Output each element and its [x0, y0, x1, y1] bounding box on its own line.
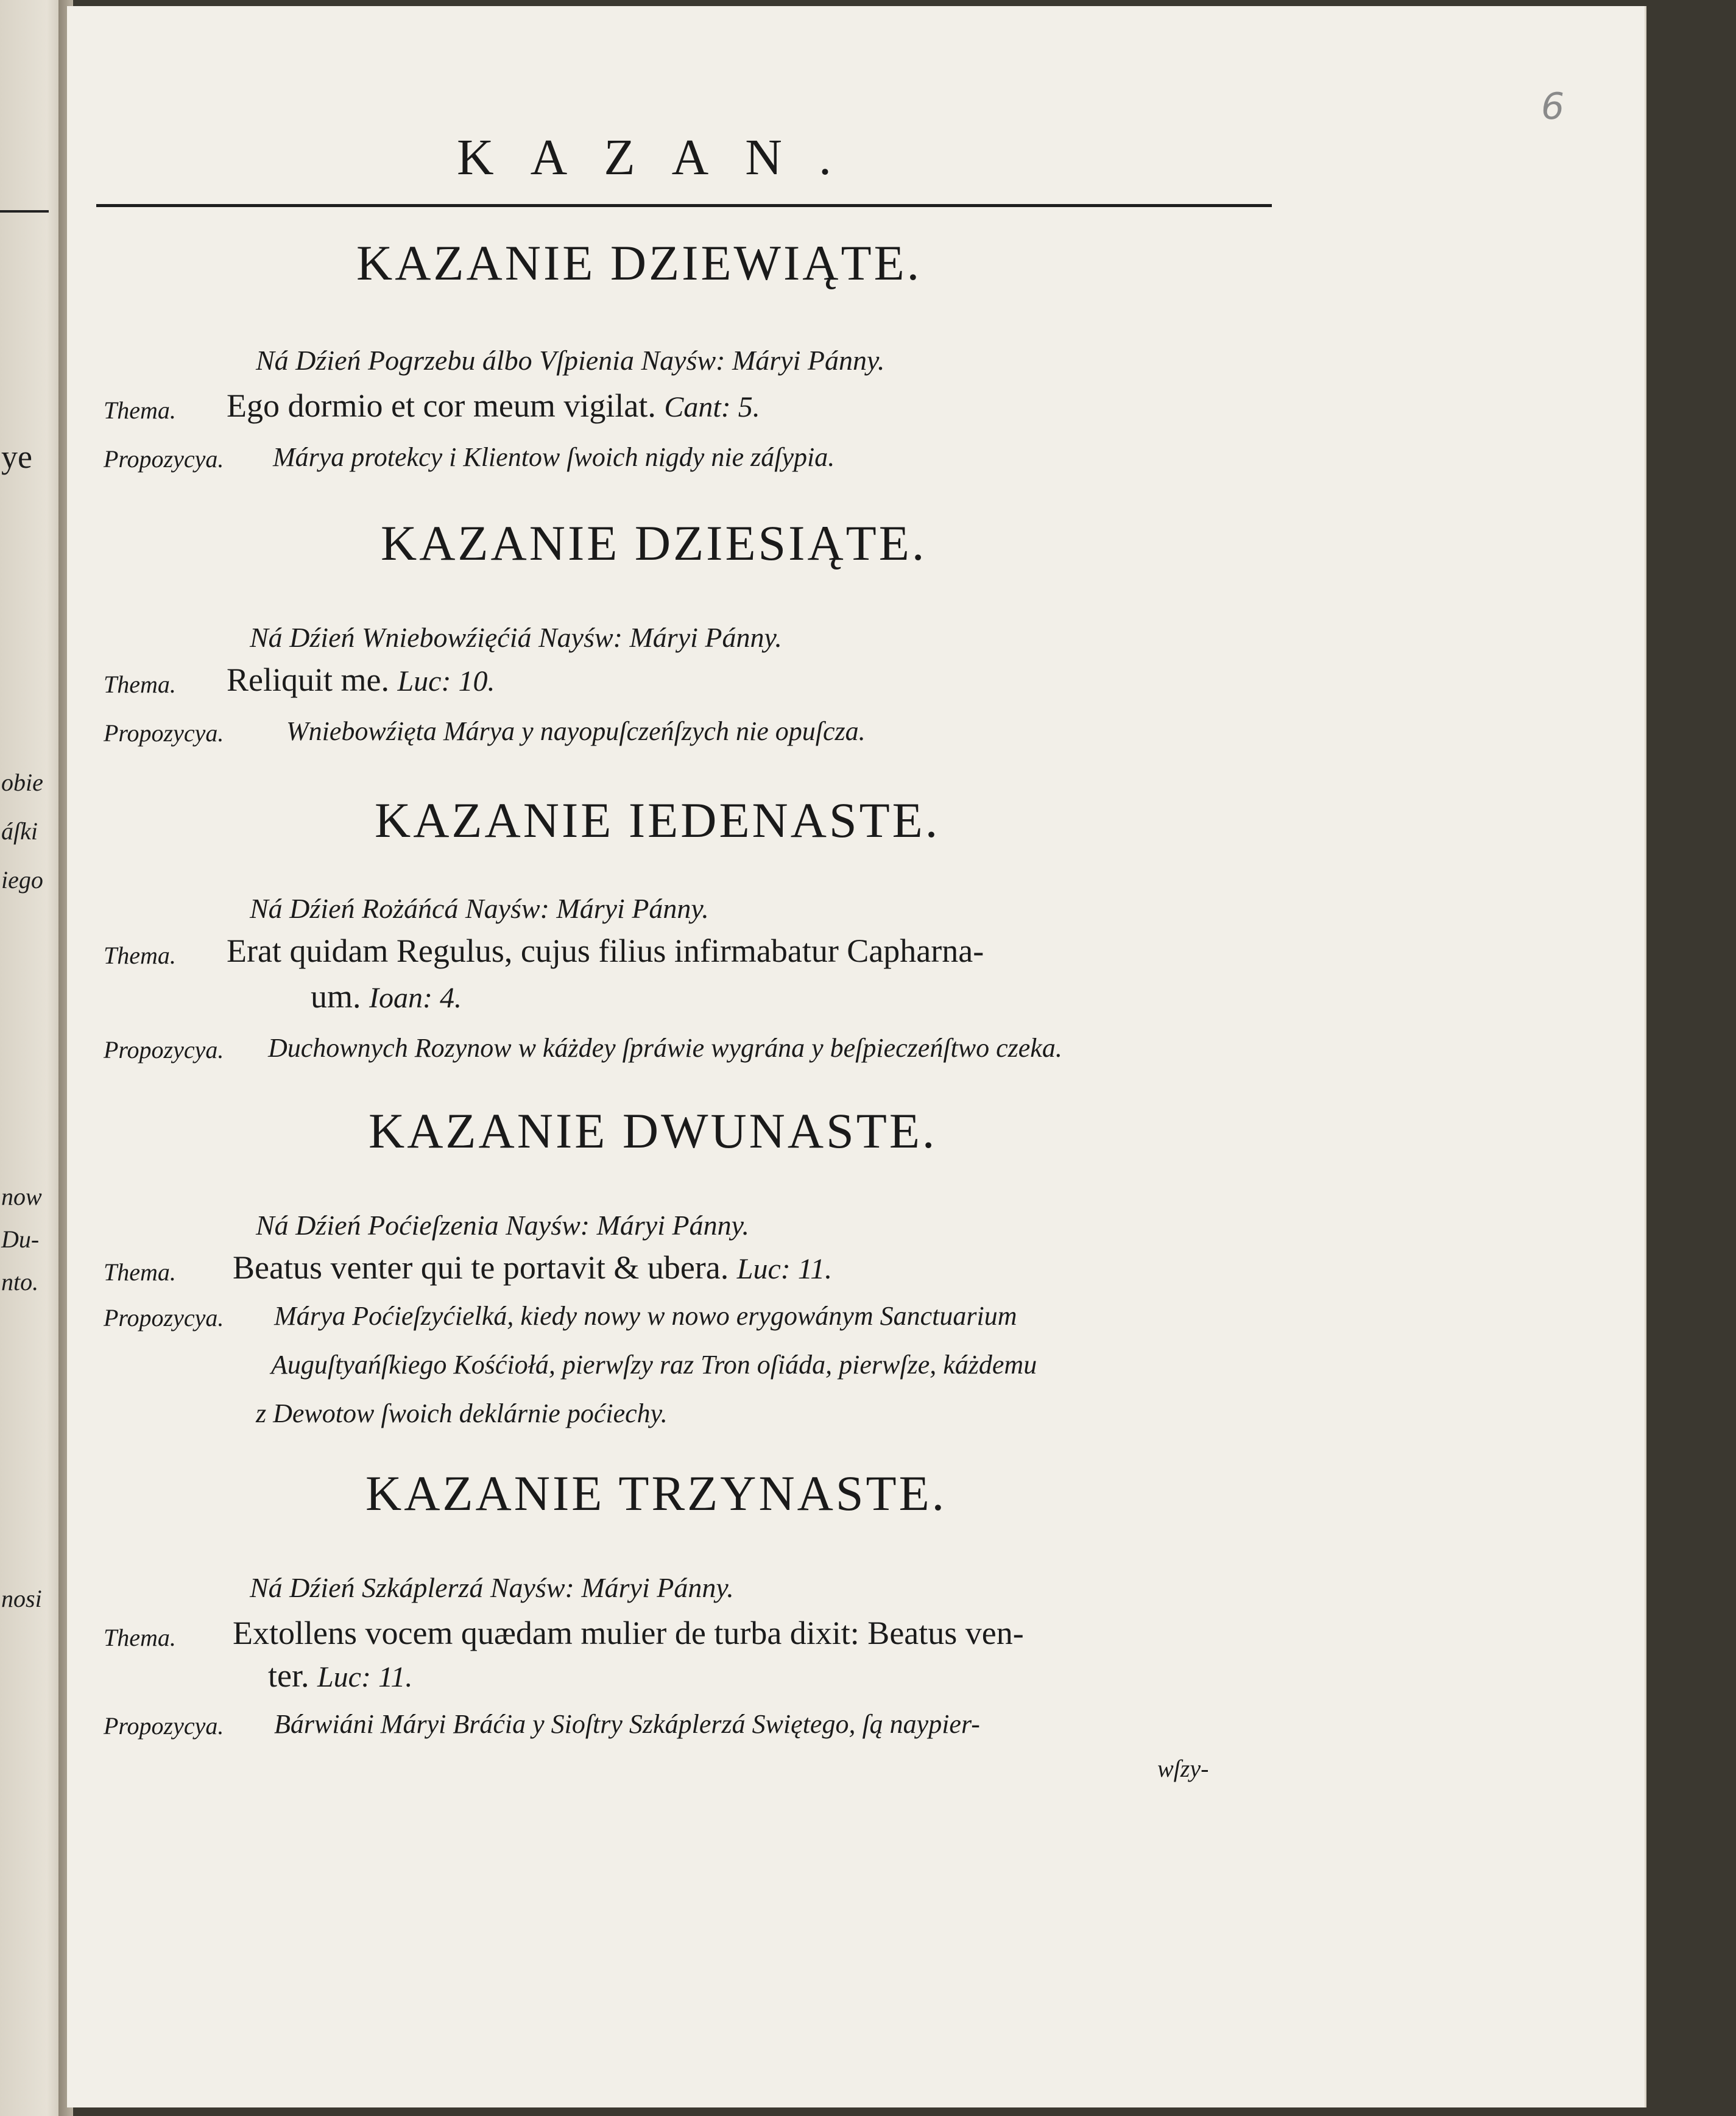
thema-line: ter.	[268, 1657, 309, 1694]
facing-page-rule	[0, 210, 49, 213]
propozycya-line: Márya Poćieſzyćielká, kiedy nowy w nowo erygowánym Sanctuarium	[274, 1301, 1017, 1331]
thema-line: Ego dormio et cor meum vigilat.	[227, 387, 656, 424]
sermon-feast: Ná Dźień Poćieſzenia Nayśw: Máryi Pánny.	[256, 1210, 749, 1241]
thema-reference: Luc: 11.	[736, 1253, 833, 1285]
sermon-title: KAZANIE DZIEWIĄTE.	[356, 235, 922, 291]
facing-page-edge	[0, 0, 67, 2116]
thema-reference: Luc: 11.	[317, 1661, 413, 1693]
facing-fragment: iego	[1, 866, 43, 894]
propozycya-line: Wniebowźięta Márya y nayopuſczeńſzych nie opuſcza.	[286, 716, 866, 746]
header-rule	[96, 204, 1272, 207]
propozycya-label: Propozycya.	[104, 1036, 224, 1063]
thema-line: Extollens vocem quædam mulier de turba dixit: Beatus ven-	[233, 1615, 1024, 1651]
thema-line: um.	[311, 978, 361, 1015]
facing-fragment: nto.	[1, 1268, 39, 1296]
thema-line: Erat quidam Regulus, cujus filius infirmabatur Capharna-	[227, 933, 984, 969]
sermon-title: KAZANIE IEDENASTE.	[375, 792, 940, 848]
thema-reference: Luc: 10.	[397, 665, 495, 697]
propozycya-label: Propozycya.	[104, 1304, 224, 1331]
thema-reference: Cant: 5.	[664, 391, 760, 423]
folio-mark: 6	[1541, 85, 1565, 128]
sermon-title: KAZANIE DWUNASTE.	[369, 1103, 937, 1159]
facing-fragment: obie	[1, 769, 43, 796]
sermon-feast: Ná Dźień Rożáńcá Nayśw: Máryi Pánny.	[250, 893, 709, 924]
thema-text	[311, 978, 462, 1015]
catchword: wſzy-	[1157, 1755, 1209, 1782]
sermon-feast: Ná Dźień Wniebowźięćiá Nayśw: Máryi Pánny.	[250, 622, 782, 653]
thema-label: Thema.	[104, 1624, 176, 1651]
thema-label: Thema.	[104, 1258, 176, 1286]
thema-label: Thema.	[104, 942, 176, 969]
facing-fragment: áſki	[1, 817, 38, 845]
thema-line: Reliquit me.	[227, 661, 389, 698]
thema-line: Beatus venter qui te portavit & ubera.	[233, 1249, 729, 1286]
sermon-title: KAZANIE TRZYNASTE.	[365, 1465, 947, 1521]
book-page	[67, 6, 1646, 2107]
propozycya-line: Márya protekcy i Klientow ſwoich nigdy nie záſypia.	[273, 442, 835, 472]
facing-fragment: nosi	[1, 1585, 42, 1612]
sermon-title: KAZANIE DZIESIĄTE.	[381, 515, 927, 571]
propozycya-line: Duchownych Rozynow w káżdey ſpráwie wygrána y beſpieczeńſtwo czeka.	[268, 1033, 1062, 1063]
propozycya-label: Propozycya.	[104, 445, 224, 473]
thema-text	[233, 1249, 832, 1286]
propozycya-label: Propozycya.	[104, 1712, 224, 1740]
facing-fragment: now	[1, 1183, 42, 1210]
propozycya-line: Bárwiáni Máryi Bráćia y Sioſtry Szkáplerzá Swiętego, ſą naypier-	[274, 1709, 980, 1739]
thema-label: Thema.	[104, 671, 176, 698]
propozycya-line: z Dewotow ſwoich deklárnie poćiechy.	[256, 1398, 668, 1428]
thema-text	[227, 387, 760, 425]
thema-text	[268, 1657, 412, 1695]
propozycya-line: Auguſtyańſkiego Kośćiołá, pierwſzy raz Tron oſiáda, pierwſze, káżdemu	[271, 1350, 1037, 1380]
sermon-feast: Ná Dźień Szkáplerzá Nayśw: Máryi Pánny.	[250, 1572, 734, 1603]
thema-reference: Ioan: 4.	[369, 982, 462, 1014]
facing-fragment: ye	[1, 439, 32, 475]
thema-label: Thema.	[104, 397, 176, 424]
propozycya-label: Propozycya.	[104, 719, 224, 747]
facing-fragment: Du-	[1, 1226, 40, 1253]
sermon-feast: Ná Dźień Pogrzebu álbo Vſpienia Nayśw: Máryi Pánny.	[256, 345, 885, 376]
running-head: KAZAN.	[457, 129, 868, 186]
thema-text	[227, 661, 495, 699]
